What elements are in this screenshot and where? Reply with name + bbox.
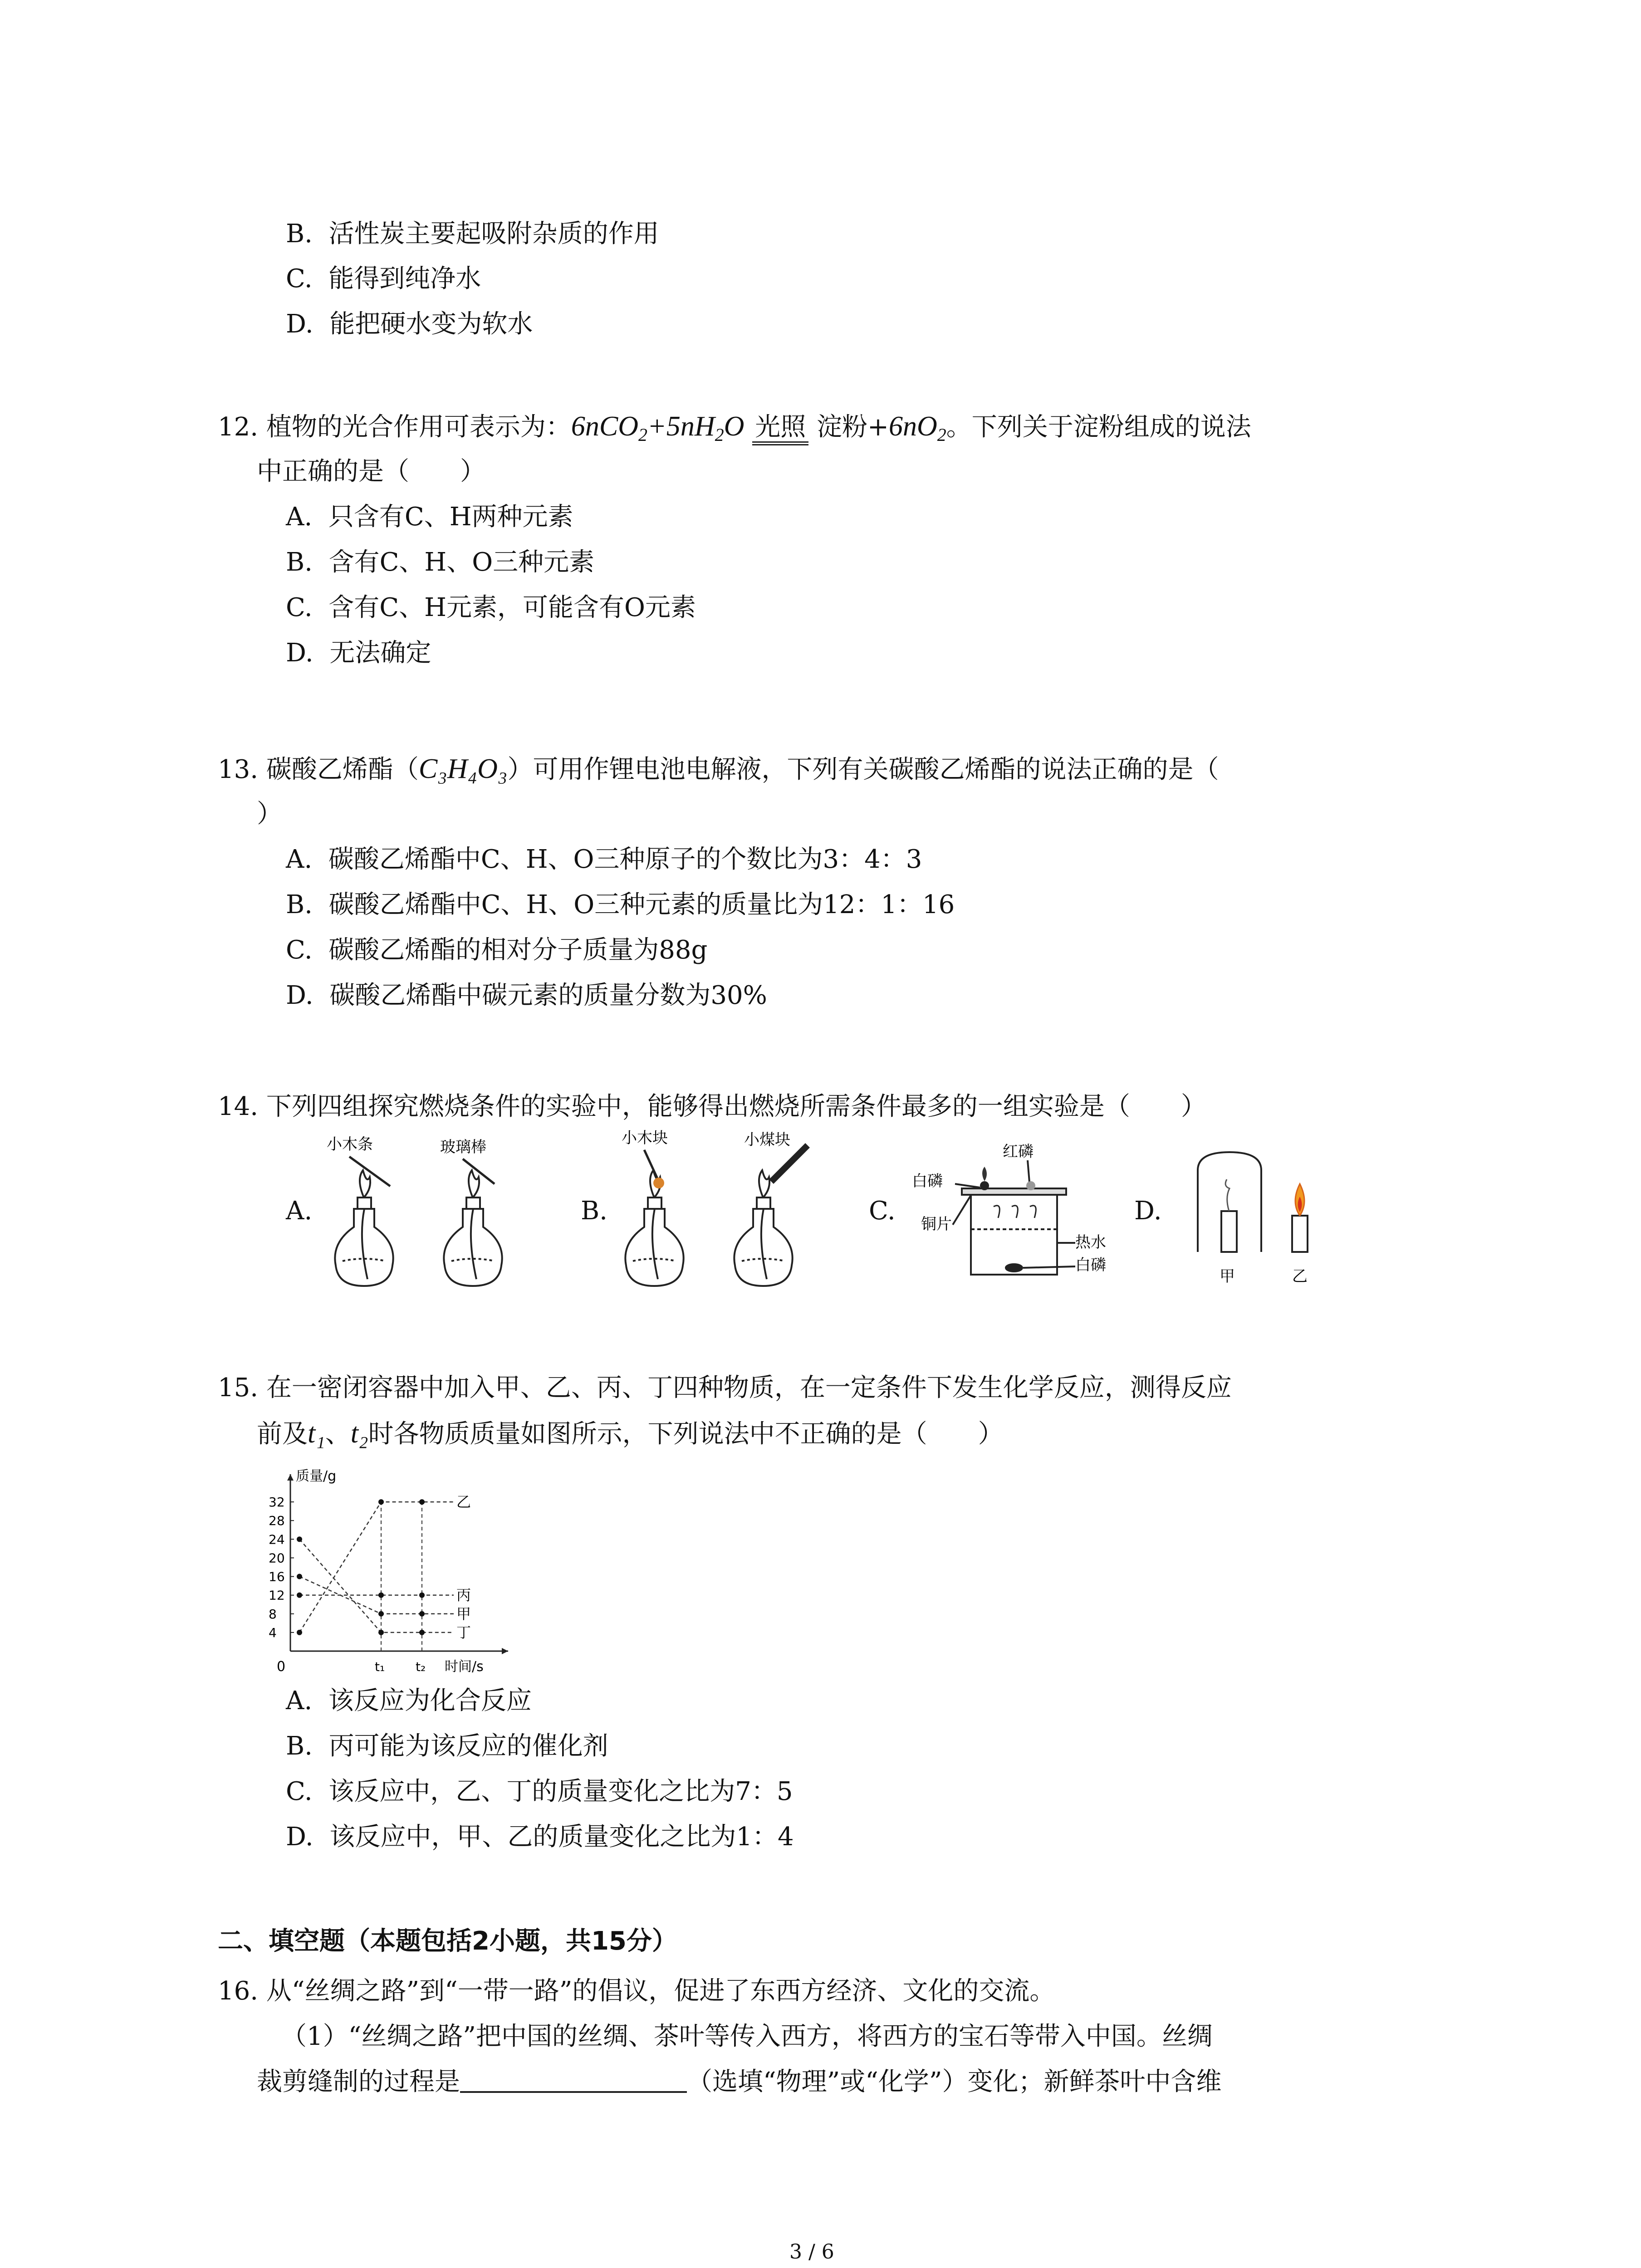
q15-stem-pre: 前及 — [257, 1419, 308, 1449]
option-letter: C. — [286, 935, 313, 965]
option-letter: B. — [286, 219, 313, 249]
alcohol-lamp-icon — [335, 1170, 393, 1286]
label-small-wood: 小木块 — [622, 1129, 668, 1147]
option-text: 能把硬水变为软水 — [329, 309, 533, 339]
series-label: 乙 — [456, 1493, 471, 1511]
option-letter: C. — [286, 264, 313, 293]
alcohol-lamp-icon — [625, 1170, 683, 1286]
page-number: 3 / 6 — [789, 2240, 834, 2263]
series-label: 甲 — [456, 1605, 471, 1623]
q15-sep: 、 — [325, 1419, 351, 1449]
option-text: 只含有C、H两种元素 — [328, 502, 573, 532]
option-text: 该反应中，甲、乙的质量变化之比为1：4 — [329, 1822, 794, 1852]
data-point — [419, 1499, 425, 1505]
q12-stem-pre: 植物的光合作用可表示为： — [266, 412, 571, 442]
label-small-stick: 小木条 — [327, 1135, 373, 1154]
y-tick-label: 28 — [269, 1513, 285, 1529]
beaker-icon — [953, 1160, 1075, 1275]
label-jia: 甲 — [1220, 1267, 1235, 1286]
candle-icon — [1292, 1216, 1308, 1252]
option-letter: C. — [286, 1777, 313, 1806]
q14-option-d-letter: D. — [1134, 1196, 1162, 1226]
option-letter: A. — [286, 845, 313, 874]
y-tick-label: 8 — [269, 1606, 277, 1622]
q15-t2: t₂ — [350, 1418, 368, 1449]
q14-option-b-letter: B. — [581, 1196, 607, 1226]
x-tick-label: t₂ — [416, 1659, 426, 1674]
y-tick-label: 24 — [269, 1532, 285, 1547]
option-letter: A. — [286, 1686, 313, 1716]
eq-plus: + — [647, 411, 666, 442]
label-white-phosphorus-top: 白磷 — [912, 1172, 943, 1190]
option-letter: D. — [286, 638, 314, 668]
series-line-1 — [299, 1502, 454, 1633]
option-letter: A. — [286, 502, 313, 532]
q13-option-c — [286, 932, 707, 968]
eq-term: 6nO — [888, 411, 937, 442]
data-point — [297, 1593, 302, 1598]
data-point — [419, 1593, 425, 1598]
chart-marks — [297, 1493, 471, 1641]
q15-t1: t₁ — [308, 1418, 325, 1449]
label-yi: 乙 — [1292, 1267, 1308, 1286]
q15-option-c — [286, 1774, 793, 1810]
eq-sub: 2 — [937, 425, 946, 445]
q13-option-b — [286, 887, 955, 923]
q14-stem-text: 下列四组探究燃烧条件的实验中，能够得出燃烧所需条件最多的一组实验是（ ） — [266, 1092, 1206, 1121]
coal-holder-icon — [771, 1145, 808, 1182]
option-letter: C. — [286, 593, 313, 622]
section-heading: 二、填空题（本题包括2小题，共15分） — [218, 1926, 677, 1956]
white-phosphorus-icon — [980, 1181, 989, 1190]
data-point — [378, 1611, 384, 1617]
q13-formula: C₃H₄O₃ — [418, 753, 508, 784]
q11-option-b — [286, 216, 659, 252]
product-text: 淀粉+ — [817, 412, 889, 442]
y-tick-label: 16 — [269, 1569, 285, 1584]
q12-stem-line2: 中正确的是（ ） — [257, 457, 485, 486]
option-letter: D. — [286, 981, 314, 1010]
q13-stem-line2: ） — [257, 799, 282, 829]
answer-blank[interactable] — [460, 2064, 687, 2093]
option-text: 活性炭主要起吸附杂质的作用 — [328, 219, 659, 249]
q15-stem — [218, 1370, 1232, 1406]
q16-sub1-line2 — [257, 2064, 1222, 2100]
q14-option-c-letter: C. — [869, 1196, 896, 1226]
q14-stem — [218, 1089, 1206, 1125]
reaction-condition: 光照 — [752, 413, 808, 445]
q12-option-c — [286, 590, 696, 626]
data-point — [419, 1611, 425, 1617]
q12-option-b — [286, 544, 594, 581]
q15-option-d — [286, 1819, 794, 1855]
option-text: 碳酸乙烯酯中碳元素的质量分数为30% — [329, 981, 767, 1010]
q12-stem — [218, 408, 1251, 453]
series-line-4 — [299, 1539, 454, 1633]
q15-stem-line2 — [257, 1415, 1004, 1452]
y-axis-arrow-icon — [287, 1474, 294, 1481]
q15-option-b — [286, 1728, 608, 1765]
option-text: 含有C、H、O三种元素 — [328, 547, 595, 577]
x-axis-arrow-icon — [502, 1648, 508, 1654]
option-text: 该反应中，乙、丁的质量变化之比为7：5 — [328, 1777, 793, 1806]
y-tick-label: 20 — [269, 1550, 285, 1566]
data-point — [297, 1630, 302, 1635]
label-hot-water: 热水 — [1075, 1233, 1106, 1251]
question-number: 14. — [218, 1092, 259, 1121]
origin-label: 0 — [277, 1659, 286, 1675]
option-text: 该反应为化合反应 — [328, 1686, 532, 1716]
x-tick-label: t₁ — [375, 1659, 385, 1674]
data-point — [297, 1536, 302, 1542]
q14-figure-c — [912, 1139, 1121, 1293]
option-text: 碳酸乙烯酯中C、H、O三种元素的质量比为12：1：16 — [328, 890, 955, 919]
q14-figure-a — [318, 1129, 572, 1297]
eq-sub: 2 — [638, 425, 648, 445]
q16-sub1-line1: （1）“丝绸之路”把中国的丝绸、茶叶等传入西方，将西方的宝石等带入中国。丝绸 — [281, 2022, 1213, 2051]
label-glass-rod: 玻璃棒 — [440, 1138, 486, 1156]
q13-option-d — [286, 978, 767, 1014]
q13-stem-post: ）可用作锂电池电解液，下列有关碳酸乙烯酯的说法正确的是（ — [507, 755, 1219, 784]
q12-eq — [571, 411, 745, 445]
smoke-icon — [1225, 1179, 1230, 1211]
flame-icon — [653, 1178, 664, 1188]
q16-sub1-pre: 裁剪缝制的过程是 — [257, 2067, 460, 2097]
red-phosphorus-icon — [1026, 1181, 1035, 1190]
q13-option-a — [286, 841, 922, 878]
q15-option-a — [286, 1683, 532, 1719]
series-label: 丙 — [456, 1586, 471, 1604]
q12-stem-post: 。下列关于淀粉组成的说法 — [946, 412, 1251, 442]
eq-term: O — [724, 411, 745, 442]
q14-option-a-letter: A. — [286, 1196, 313, 1226]
label-red-phosphorus: 红磷 — [1003, 1143, 1034, 1161]
y-tick-label: 12 — [269, 1588, 285, 1603]
option-text: 无法确定 — [329, 638, 431, 668]
option-letter: B. — [286, 1731, 313, 1761]
question-number: 12. — [218, 412, 259, 442]
question-number: 13. — [218, 755, 259, 784]
option-letter: B. — [286, 890, 313, 919]
option-text: 丙可能为该反应的催化剂 — [328, 1731, 608, 1761]
chart-axes — [269, 1468, 508, 1675]
q11-option-d — [286, 306, 533, 342]
y-tick-label: 32 — [269, 1495, 285, 1510]
alcohol-lamp-icon — [734, 1170, 792, 1286]
q15-stem-post: 时各物质质量如图所示，下列说法中不正确的是（ ） — [368, 1419, 1004, 1449]
option-text: 含有C、H元素，可能含有O元素 — [328, 593, 696, 622]
q11-option-c — [286, 261, 481, 297]
q14-figure-b — [608, 1125, 862, 1297]
q16-sub1-post: （选填“物理”或“化学”）变化；新鲜茶叶中含维 — [687, 2067, 1222, 2097]
question-number: 16. — [218, 1976, 259, 2006]
x-axis-label: 时间/s — [445, 1659, 484, 1675]
option-text: 碳酸乙烯酯中C、H、O三种原子的个数比为3：4：3 — [328, 845, 922, 874]
label-small-coal: 小煤块 — [744, 1131, 790, 1149]
series-label: 丁 — [456, 1623, 471, 1641]
y-tick-label: 4 — [269, 1625, 277, 1640]
question-number: 15. — [218, 1373, 259, 1403]
option-letter: B. — [286, 547, 313, 577]
eq-sub: 2 — [715, 425, 724, 445]
data-point — [297, 1574, 302, 1579]
data-point — [419, 1630, 425, 1635]
q13-stem-pre: 碳酸乙烯酯（ — [266, 755, 419, 784]
flame-icon — [982, 1167, 987, 1181]
option-letter: D. — [286, 309, 314, 339]
q15-mass-time-chart — [254, 1456, 544, 1696]
y-axis-label: 质量/g — [296, 1468, 337, 1484]
eq-term: 6nCO — [571, 411, 639, 442]
q16-stem-text: 从“丝绸之路”到“一带一路”的倡议，促进了东西方经济、文化的交流。 — [266, 1976, 1055, 2006]
q12-option-a — [286, 499, 573, 535]
q12-option-d — [286, 635, 431, 671]
q14-figure-d — [1180, 1143, 1334, 1293]
q12-eq-product — [888, 411, 946, 445]
option-letter: D. — [286, 1822, 314, 1852]
data-point — [378, 1630, 384, 1635]
eq-term: 5nH — [666, 411, 715, 442]
option-text: 能得到纯净水 — [328, 264, 481, 293]
glass-jar-icon — [1198, 1152, 1261, 1252]
q16-stem — [218, 1973, 1055, 2009]
q13-stem — [218, 751, 1219, 788]
data-point — [378, 1499, 384, 1505]
q15-stem-line1: 在一密闭容器中加入甲、乙、丙、丁四种物质，在一定条件下发生化学反应，测得反应 — [266, 1373, 1232, 1403]
option-text: 碳酸乙烯酯的相对分子质量为88g — [328, 935, 708, 965]
alcohol-lamp-icon — [444, 1170, 502, 1286]
data-point — [378, 1593, 384, 1598]
label-copper-plate: 铜片 — [921, 1215, 952, 1233]
candle-icon — [1221, 1211, 1237, 1252]
label-white-phosphorus-bottom: 白磷 — [1075, 1256, 1106, 1274]
